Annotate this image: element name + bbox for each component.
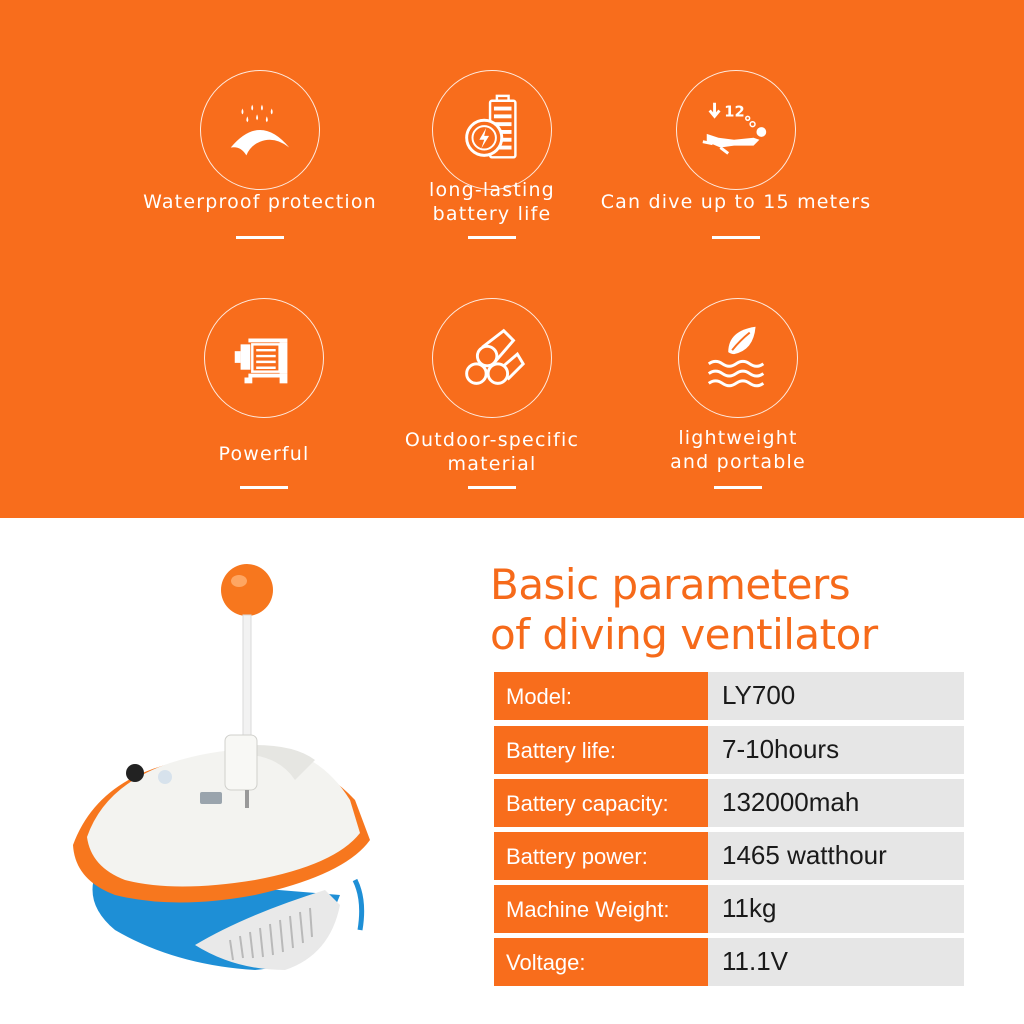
waterproof-icon xyxy=(200,70,320,190)
divider xyxy=(714,486,762,489)
feature-label: Waterproof protection xyxy=(143,191,377,213)
param-key: Battery power: xyxy=(494,832,708,880)
table-row xyxy=(494,938,964,986)
table-row xyxy=(494,726,964,774)
divider xyxy=(468,236,516,239)
table-row xyxy=(494,779,964,827)
param-value: 7-10hours xyxy=(708,726,964,774)
param-key: Machine Weight: xyxy=(494,885,708,933)
ventilator-product-image xyxy=(55,545,395,985)
motor-icon xyxy=(204,298,324,418)
param-value: 1465 watthour xyxy=(708,832,964,880)
param-value: 11kg xyxy=(708,885,964,933)
table-row xyxy=(494,832,964,880)
depth-text: 12 xyxy=(724,103,745,121)
table-row xyxy=(494,672,964,720)
leaf-water-icon xyxy=(678,298,798,418)
material-icon xyxy=(432,298,552,418)
feature-label: Outdoor-specific material xyxy=(404,429,580,475)
feature-label: lightweight and portable xyxy=(670,427,806,473)
param-key: Model: xyxy=(494,672,708,720)
divider xyxy=(468,486,516,489)
param-value: 132000mah xyxy=(708,779,964,827)
page-title: Basic parameters of diving ventilator xyxy=(490,560,878,659)
param-key: Voltage: xyxy=(494,938,708,986)
feature-label: Powerful xyxy=(218,443,310,465)
divider xyxy=(240,486,288,489)
divider xyxy=(236,236,284,239)
param-value: LY700 xyxy=(708,672,964,720)
feature-label: long-lasting battery life xyxy=(429,179,555,225)
battery-icon xyxy=(432,70,552,190)
param-key: Battery capacity: xyxy=(494,779,708,827)
diver-icon xyxy=(676,70,796,190)
param-key: Battery life: xyxy=(494,726,708,774)
param-value: 11.1V xyxy=(708,938,964,986)
divider xyxy=(712,236,760,239)
feature-label: Can dive up to 15 meters xyxy=(600,191,872,213)
table-row xyxy=(494,885,964,933)
